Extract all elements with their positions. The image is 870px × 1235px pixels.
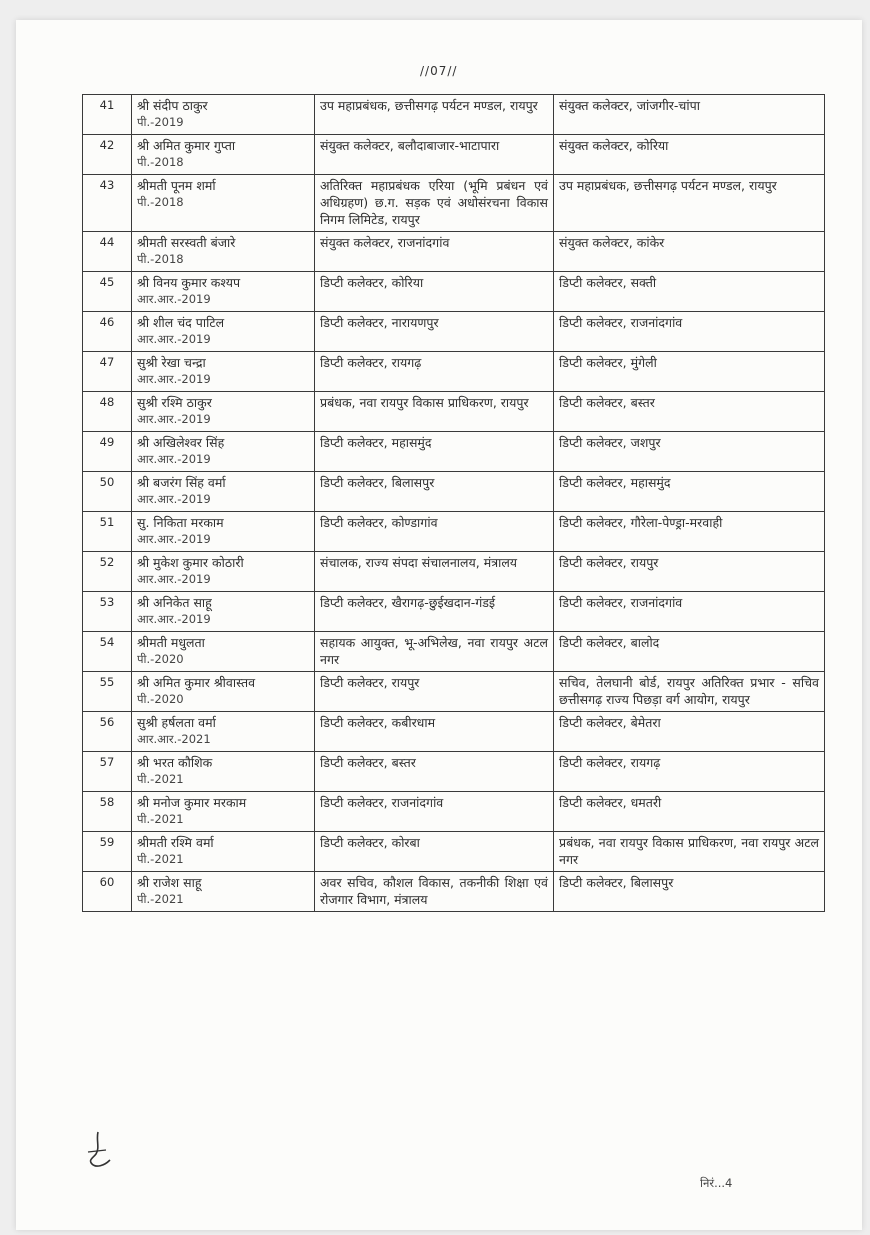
officer-name: सुश्री रेखा चन्द्रा bbox=[137, 355, 206, 370]
new-posting: डिप्टी कलेक्टर, बिलासपुर bbox=[554, 872, 825, 912]
serial-number: 50 bbox=[83, 472, 132, 512]
current-posting: उप महाप्रबंधक, छत्तीसगढ़ पर्यटन मण्डल, रायपुर bbox=[315, 95, 554, 135]
officer-name: श्री अमित कुमार गुप्ता bbox=[137, 138, 236, 153]
current-posting: डिप्टी कलेक्टर, महासमुंद bbox=[315, 432, 554, 472]
table-row bbox=[83, 232, 825, 272]
officer-cell bbox=[132, 592, 315, 632]
officer-cell bbox=[132, 872, 315, 912]
new-posting: डिप्टी कलेक्टर, रायपुर bbox=[554, 552, 825, 592]
officer-cell bbox=[132, 752, 315, 792]
new-posting: डिप्टी कलेक्टर, गौरेला-पेण्ड्रा-मरवाही bbox=[554, 512, 825, 552]
table-row bbox=[83, 632, 825, 672]
table-row bbox=[83, 135, 825, 175]
officer-batch: पी.-2021 bbox=[137, 772, 184, 786]
current-posting: डिप्टी कलेक्टर, नारायणपुर bbox=[315, 312, 554, 352]
officer-batch: आर.आर.-2019 bbox=[137, 332, 211, 346]
new-posting: डिप्टी कलेक्टर, राजनांदगांव bbox=[554, 592, 825, 632]
new-posting: डिप्टी कलेक्टर, बस्तर bbox=[554, 392, 825, 432]
officer-cell bbox=[132, 712, 315, 752]
officer-batch: आर.आर.-2019 bbox=[137, 612, 211, 626]
current-posting: डिप्टी कलेक्टर, खैरागढ़-छुईखदान-गंडई bbox=[315, 592, 554, 632]
officer-batch: आर.आर.-2019 bbox=[137, 572, 211, 586]
current-posting: डिप्टी कलेक्टर, रायगढ़ bbox=[315, 352, 554, 392]
serial-number: 42 bbox=[83, 135, 132, 175]
officer-cell bbox=[132, 135, 315, 175]
officer-name: श्री विनय कुमार कश्यप bbox=[137, 275, 241, 290]
current-posting: डिप्टी कलेक्टर, कोरबा bbox=[315, 832, 554, 872]
current-posting: अवर सचिव, कौशल विकास, तकनीकी शिक्षा एवं रोजगार विभाग, मंत्रालय bbox=[315, 872, 554, 912]
serial-number: 41 bbox=[83, 95, 132, 135]
new-posting: डिप्टी कलेक्टर, राजनांदगांव bbox=[554, 312, 825, 352]
officer-name: श्री बजरंग सिंह वर्मा bbox=[137, 475, 226, 490]
new-posting: सचिव, तेलघानी बोर्ड, रायपुर अतिरिक्त प्रभार - सचिव छत्तीसगढ़ राज्य पिछड़ा वर्ग आयोग, रायपुर bbox=[554, 672, 825, 712]
table-row bbox=[83, 175, 825, 232]
officer-name: श्रीमती मधुलता bbox=[137, 635, 205, 650]
new-posting: संयुक्त कलेक्टर, जांजगीर-चांपा bbox=[554, 95, 825, 135]
new-posting: डिप्टी कलेक्टर, सक्ती bbox=[554, 272, 825, 312]
table-row bbox=[83, 672, 825, 712]
table-row bbox=[83, 95, 825, 135]
serial-number: 57 bbox=[83, 752, 132, 792]
officer-batch: पी.-2018 bbox=[137, 252, 184, 266]
serial-number: 43 bbox=[83, 175, 132, 232]
officer-name: श्री संदीप ठाकुर bbox=[137, 98, 208, 113]
officer-name: श्री मुकेश कुमार कोठारी bbox=[137, 555, 244, 570]
current-posting: डिप्टी कलेक्टर, बस्तर bbox=[315, 752, 554, 792]
serial-number: 49 bbox=[83, 432, 132, 472]
officer-name: श्रीमती पूनम शर्मा bbox=[137, 178, 216, 193]
new-posting: डिप्टी कलेक्टर, धमतरी bbox=[554, 792, 825, 832]
serial-number: 59 bbox=[83, 832, 132, 872]
table-row bbox=[83, 352, 825, 392]
current-posting: संयुक्त कलेक्टर, राजनांदगांव bbox=[315, 232, 554, 272]
officer-cell bbox=[132, 432, 315, 472]
new-posting: संयुक्त कलेक्टर, कोरिया bbox=[554, 135, 825, 175]
new-posting: डिप्टी कलेक्टर, बेमेतरा bbox=[554, 712, 825, 752]
officer-name: सु. निकिता मरकाम bbox=[137, 515, 224, 530]
officer-name: सुश्री रश्मि ठाकुर bbox=[137, 395, 212, 410]
officer-name: श्रीमती रश्मि वर्मा bbox=[137, 835, 214, 850]
officer-cell bbox=[132, 552, 315, 592]
serial-number: 53 bbox=[83, 592, 132, 632]
officer-cell bbox=[132, 392, 315, 432]
officer-batch: आर.आर.-2019 bbox=[137, 412, 211, 426]
officer-batch: आर.आर.-2019 bbox=[137, 532, 211, 546]
current-posting: सहायक आयुक्त, भू-अभिलेख, नवा रायपुर अटल नगर bbox=[315, 632, 554, 672]
table-row bbox=[83, 872, 825, 912]
officer-cell bbox=[132, 472, 315, 512]
officer-name: श्री राजेश साहू bbox=[137, 875, 202, 890]
officer-cell bbox=[132, 272, 315, 312]
table-row bbox=[83, 392, 825, 432]
officer-name: श्री अखिलेश्वर सिंह bbox=[137, 435, 225, 450]
officer-batch: आर.आर.-2019 bbox=[137, 292, 211, 306]
table-row bbox=[83, 552, 825, 592]
officer-cell bbox=[132, 352, 315, 392]
continuation-note: निरं...4 bbox=[700, 1176, 733, 1190]
table-row bbox=[83, 432, 825, 472]
table-row bbox=[83, 312, 825, 352]
officer-batch: पी.-2021 bbox=[137, 852, 184, 866]
officer-cell bbox=[132, 95, 315, 135]
serial-number: 45 bbox=[83, 272, 132, 312]
current-posting: डिप्टी कलेक्टर, कोरिया bbox=[315, 272, 554, 312]
serial-number: 44 bbox=[83, 232, 132, 272]
new-posting: प्रबंधक, नवा रायपुर विकास प्राधिकरण, नवा रायपुर अटल नगर bbox=[554, 832, 825, 872]
current-posting: डिप्टी कलेक्टर, रायपुर bbox=[315, 672, 554, 712]
current-posting: डिप्टी कलेक्टर, कबीरधाम bbox=[315, 712, 554, 752]
officer-cell bbox=[132, 232, 315, 272]
new-posting: डिप्टी कलेक्टर, मुंगेली bbox=[554, 352, 825, 392]
officer-batch: पी.-2020 bbox=[137, 652, 184, 666]
new-posting: उप महाप्रबंधक, छत्तीसगढ़ पर्यटन मण्डल, रायपुर bbox=[554, 175, 825, 232]
serial-number: 51 bbox=[83, 512, 132, 552]
new-posting: डिप्टी कलेक्टर, रायगढ़ bbox=[554, 752, 825, 792]
officer-name: श्री शील चंद पाटिल bbox=[137, 315, 225, 330]
officer-batch: आर.आर.-2019 bbox=[137, 492, 211, 506]
officer-batch: पी.-2021 bbox=[137, 892, 184, 906]
officer-batch: आर.आर.-2021 bbox=[137, 732, 211, 746]
officer-name: श्री मनोज कुमार मरकाम bbox=[137, 795, 247, 810]
signature-mark bbox=[84, 1130, 120, 1170]
officer-cell bbox=[132, 512, 315, 552]
officer-batch: पी.-2019 bbox=[137, 115, 184, 129]
current-posting: संयुक्त कलेक्टर, बलौदाबाजार-भाटापारा bbox=[315, 135, 554, 175]
officer-cell bbox=[132, 312, 315, 352]
table-row bbox=[83, 792, 825, 832]
serial-number: 58 bbox=[83, 792, 132, 832]
table-row bbox=[83, 712, 825, 752]
new-posting: संयुक्त कलेक्टर, कांकेर bbox=[554, 232, 825, 272]
current-posting: डिप्टी कलेक्टर, बिलासपुर bbox=[315, 472, 554, 512]
officer-name: सुश्री हर्षलता वर्मा bbox=[137, 715, 216, 730]
transfer-table bbox=[82, 94, 825, 912]
new-posting: डिप्टी कलेक्टर, जशपुर bbox=[554, 432, 825, 472]
page-number: //07// bbox=[420, 64, 458, 78]
new-posting: डिप्टी कलेक्टर, बालोद bbox=[554, 632, 825, 672]
officer-cell bbox=[132, 832, 315, 872]
table-row bbox=[83, 472, 825, 512]
current-posting: संचालक, राज्य संपदा संचालनालय, मंत्रालय bbox=[315, 552, 554, 592]
officer-batch: पी.-2018 bbox=[137, 195, 184, 209]
serial-number: 60 bbox=[83, 872, 132, 912]
serial-number: 54 bbox=[83, 632, 132, 672]
officer-cell bbox=[132, 632, 315, 672]
officer-batch: आर.आर.-2019 bbox=[137, 372, 211, 386]
serial-number: 52 bbox=[83, 552, 132, 592]
table-row bbox=[83, 832, 825, 872]
officer-name: श्रीमती सरस्वती बंजारे bbox=[137, 235, 236, 250]
current-posting: प्रबंधक, नवा रायपुर विकास प्राधिकरण, रायपुर bbox=[315, 392, 554, 432]
officer-batch: आर.आर.-2019 bbox=[137, 452, 211, 466]
serial-number: 48 bbox=[83, 392, 132, 432]
serial-number: 56 bbox=[83, 712, 132, 752]
officer-name: श्री अमित कुमार श्रीवास्तव bbox=[137, 675, 256, 690]
current-posting: डिप्टी कलेक्टर, कोण्डागांव bbox=[315, 512, 554, 552]
officer-cell bbox=[132, 672, 315, 712]
officer-batch: पी.-2018 bbox=[137, 155, 184, 169]
officer-name: श्री अनिकेत साहू bbox=[137, 595, 212, 610]
serial-number: 46 bbox=[83, 312, 132, 352]
officer-name: श्री भरत कौशिक bbox=[137, 755, 213, 770]
current-posting: अतिरिक्त महाप्रबंधक एरिया (भूमि प्रबंधन एवं अधिग्रहण) छ.ग. सड़क एवं अधोसंरचना विकास निगम लिमिटेड, रायपुर bbox=[315, 175, 554, 232]
table-row bbox=[83, 272, 825, 312]
officer-cell bbox=[132, 792, 315, 832]
table-row bbox=[83, 752, 825, 792]
serial-number: 55 bbox=[83, 672, 132, 712]
serial-number: 47 bbox=[83, 352, 132, 392]
current-posting: डिप्टी कलेक्टर, राजनांदगांव bbox=[315, 792, 554, 832]
officer-batch: पी.-2020 bbox=[137, 692, 184, 706]
new-posting: डिप्टी कलेक्टर, महासमुंद bbox=[554, 472, 825, 512]
officer-cell bbox=[132, 175, 315, 232]
table-row bbox=[83, 592, 825, 632]
officer-batch: पी.-2021 bbox=[137, 812, 184, 826]
table-row bbox=[83, 512, 825, 552]
